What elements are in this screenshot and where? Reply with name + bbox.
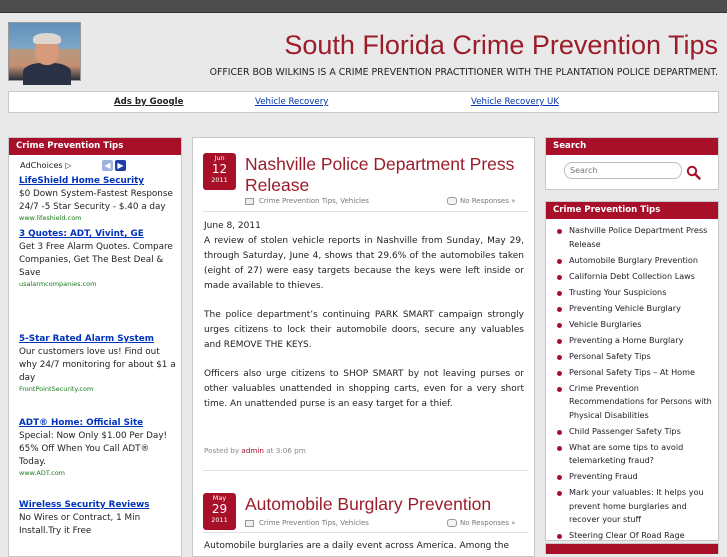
ad-title[interactable]: ADT® Home: Official Site: [19, 418, 144, 428]
recent-post-link[interactable]: California Debt Collection Laws: [555, 270, 715, 284]
recent-post-link[interactable]: Vehicle Burglaries: [555, 318, 715, 332]
recent-post-link[interactable]: Trusting Your Suspicions: [555, 286, 715, 300]
recent-post-link[interactable]: Preventing a Home Burglary: [555, 334, 715, 348]
top-bar: [0, 0, 727, 13]
search-widget: [545, 137, 719, 190]
recent-post-link[interactable]: Personal Safety Tips: [555, 350, 715, 364]
recent-post-link[interactable]: Steering Clear Of Road Rage: [555, 529, 715, 543]
ad-title[interactable]: LifeShield Home Security: [19, 176, 145, 186]
post-responses[interactable]: No Responses »: [460, 197, 516, 205]
post-title[interactable]: Automobile Burglary Prevention: [245, 494, 492, 514]
divider: [203, 532, 528, 533]
left-sidebar-title: Crime Prevention Tips: [9, 138, 181, 155]
next-widget-header: [546, 544, 718, 554]
ad-link-vehicle-recovery[interactable]: Vehicle Recovery: [255, 97, 329, 107]
ads-by-google-link[interactable]: Ads by Google: [114, 97, 184, 107]
post-footer: [204, 446, 306, 455]
recent-post-link[interactable]: What are some tips to avoid telemarketing fraud?: [555, 441, 715, 468]
site-description: OFFICER BOB WILKINS IS A CRIME PREVENTION PRACTITIONER WITH THE PLANTATION POLICE DEPARTMENT.: [209, 67, 718, 78]
ad-text: Special: Now Only $1.00 Per Day! 65% Off When You Call ADT® Today.: [19, 431, 168, 467]
site-title[interactable]: South Florida Crime Prevention Tips: [284, 30, 718, 60]
ad-next-arrow-icon[interactable]: ▶: [115, 160, 126, 171]
post-day: 29: [211, 502, 228, 516]
right-sidebar: [545, 201, 719, 541]
post-teaser: Automobile burglaries are a daily event across America. Among the: [204, 541, 509, 551]
post-author[interactable]: admin: [241, 446, 264, 455]
post-date-badge: [203, 153, 236, 190]
ad-url[interactable]: usalarmcompanies.com: [19, 280, 97, 288]
ad-url[interactable]: FrontPointSecurity.com: [19, 385, 94, 393]
category-icon: [245, 520, 254, 527]
recent-post-link[interactable]: Automobile Burglary Prevention: [555, 254, 715, 268]
ad-title[interactable]: Wireless Security Reviews: [19, 500, 150, 510]
ad-prev-arrow-icon[interactable]: ◀: [102, 160, 113, 171]
ad-item: [19, 417, 179, 478]
comment-icon: [447, 197, 457, 205]
divider: [203, 211, 528, 212]
post-paragraph: The police department’s continuing PARK SMART campaign strongly urges citizens to lock their automobile doors, secure any valuables and REMOVE THE KEYS.: [204, 310, 524, 350]
right-sidebar-next-widget: [545, 543, 719, 553]
ad-item: [19, 333, 179, 394]
recent-post-link[interactable]: Personal Safety Tips – At Home: [555, 366, 715, 380]
recent-post-link[interactable]: Nashville Police Department Press Release: [555, 224, 715, 251]
ad-item: [19, 175, 179, 223]
post-body: [204, 219, 524, 426]
right-sidebar-title: Crime Prevention Tips: [546, 202, 718, 219]
category-icon: [245, 198, 254, 205]
ad-title[interactable]: 3 Quotes: ADT, Vivint, GE: [19, 229, 144, 239]
adchoices-label[interactable]: AdChoices ▷: [20, 160, 72, 170]
ad-url[interactable]: www.ADT.com: [19, 469, 66, 477]
ad-text: $0 Down System-Fastest Response 24/7 -5 Star Security - $.40 a day: [19, 189, 173, 212]
post-categories[interactable]: Crime Prevention Tips, Vehicles: [259, 197, 369, 205]
main-content: [192, 137, 535, 557]
search-title: Search: [546, 138, 718, 155]
post-time: at 3:06 pm: [266, 446, 306, 455]
post-month: May: [212, 494, 227, 502]
search-icon[interactable]: [686, 165, 701, 180]
ad-item: [19, 228, 179, 289]
ad-links-bar: [8, 91, 719, 113]
ad-text: Get 3 Free Alarm Quotes. Compare Companies, Get The Best Deal & Save: [19, 242, 173, 278]
post-responses[interactable]: No Responses »: [460, 519, 516, 527]
recent-post-link[interactable]: Preventing Fraud: [555, 470, 715, 484]
post-date-badge: [203, 493, 236, 530]
post-day: 12: [211, 162, 228, 176]
recent-post-link[interactable]: Mark your valuables: It helps you prevent home burglaries and recover your stuff: [555, 486, 715, 527]
ad-url[interactable]: www.lifeshield.com: [19, 214, 82, 222]
post-title[interactable]: Nashville Police Department Press Release: [245, 154, 515, 195]
left-sidebar: [8, 137, 182, 557]
recent-post-link[interactable]: Child Passenger Safety Tips: [555, 425, 715, 439]
ad-text: No Wires or Contract, 1 Min Install.Try it Free: [19, 513, 141, 536]
post-categories[interactable]: Crime Prevention Tips, Vehicles: [259, 519, 369, 527]
ad-title[interactable]: 5-Star Rated Alarm System: [19, 334, 154, 344]
post-paragraph: Officers also urge citizens to SHOP SMART by not leaving purses or other valuables unattended in shopping carts, even for a very short time. An unattended purse is an easy target for a thief.: [204, 369, 524, 409]
post-year: 2011: [211, 176, 228, 184]
divider: [203, 470, 528, 471]
recent-post-link[interactable]: Preventing Vehicle Burglary: [555, 302, 715, 316]
post-month: Jun: [214, 154, 225, 162]
ad-link-vehicle-recovery-uk[interactable]: Vehicle Recovery UK: [471, 97, 559, 107]
comment-icon: [447, 519, 457, 527]
ad-text: Our customers love us! Find out why 24/7 monitoring for about $1 a day: [19, 347, 176, 383]
post-paragraph: June 8, 2011 A review of stolen vehicle reports in Nashville from Sunday, May 29, through Saturday, June 4, shows that 29.6% of the automobiles taken (eight of 27) were easy targets because the keys were left inside or made available to thieves.: [204, 221, 524, 291]
post-year: 2011: [211, 516, 228, 524]
author-avatar: [8, 22, 81, 81]
posted-by-label: Posted by: [204, 446, 240, 455]
search-input[interactable]: [564, 162, 682, 179]
recent-posts-list: [555, 224, 715, 545]
recent-post-link[interactable]: Crime Prevention Recommendations for Persons with Physical Disabilities: [555, 382, 715, 423]
ad-item: [19, 499, 179, 538]
